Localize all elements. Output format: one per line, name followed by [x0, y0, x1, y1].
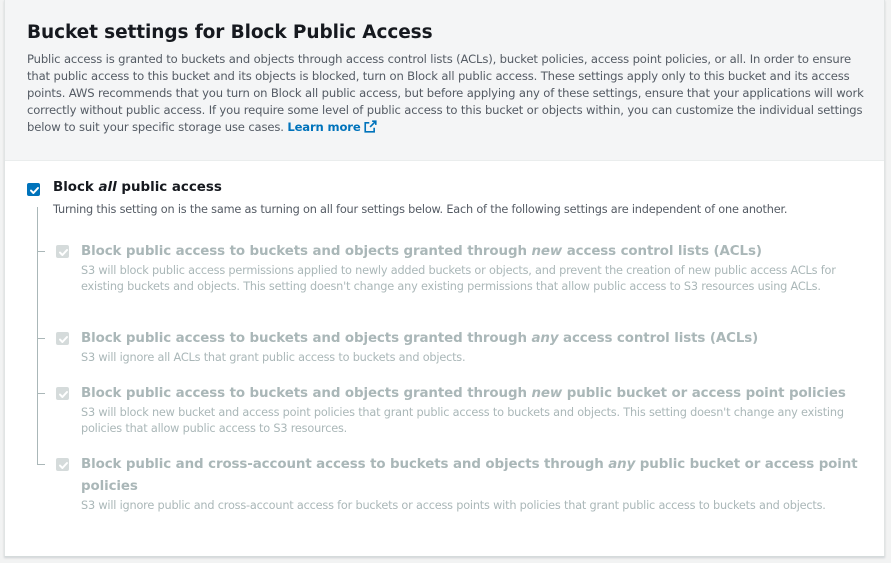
panel-description — [27, 51, 864, 136]
checkmark-icon — [58, 389, 69, 400]
learn-more-label: Learn more — [287, 120, 361, 134]
learn-more-link[interactable] — [287, 120, 376, 134]
panel-title: Bucket settings for Block Public Access — [27, 22, 433, 43]
panel-description-text: Public access is granted to buckets and objects through access control lists (ACLs), bucket policies, access point policies, or all. In order to ensure that public access to this bucket and its objects is blocked, turn on Block all public access. These settings apply only to this bucket and its access points. AWS recommends that you turn on Block all public access, but before applying any of these settings, ensure that your applications will work correctly without public access. If you require some level of public access to this bucket or objects within, you can customize the individual settings below to suit your specific storage use cases. — [27, 52, 864, 134]
block-all-label[interactable]: Block all public access — [53, 180, 222, 195]
tree-branch — [37, 251, 45, 252]
option-new-acls-title[interactable]: Block public access to buckets and objects granted through new access control lists (ACLs) — [81, 244, 762, 259]
option-new-policies-checkbox[interactable] — [56, 387, 69, 400]
option-any-policies-description: S3 will ignore public and cross-account access for buckets or access points with policies that grant public access to buckets and objects. — [81, 499, 826, 512]
option-any-policies-checkbox[interactable] — [56, 458, 69, 471]
option-new-policies-title[interactable]: Block public access to buckets and objects granted through new public bucket or access point policies — [81, 386, 846, 401]
block-all-description: Turning this setting on is the same as turning on all four settings below. Each of the following settings are independent of one another. — [53, 203, 788, 216]
settings-tree-line — [37, 207, 38, 464]
block-all-checkbox[interactable] — [27, 183, 40, 196]
checkmark-icon — [58, 460, 69, 471]
external-link-icon — [364, 120, 377, 133]
option-new-policies-description: S3 will block new bucket and access point policies that grant public access to buckets and objects. This setting doesn't change any existing policies that allow public access to S3 resources. — [81, 406, 844, 435]
option-new-acls-checkbox[interactable] — [56, 245, 69, 258]
option-any-policies-title[interactable]: Block public and cross-account access to buckets and objects through any public bucket or access point policies — [81, 457, 858, 494]
tree-branch — [37, 393, 45, 394]
option-any-acls-title[interactable]: Block public access to buckets and objects granted through any access control lists (ACLs) — [81, 331, 759, 346]
tree-branch — [37, 464, 45, 465]
checkmark-icon — [58, 334, 69, 345]
option-new-acls-description: S3 will block public access permissions applied to newly added buckets or objects, and prevent the creation of new public access ACLs for existing buckets and objects. This setting doesn't change any existing permissions that allow public access to S3 resources using ACLs. — [81, 264, 836, 293]
option-any-acls-description: S3 will ignore all ACLs that grant public access to buckets and objects. — [81, 351, 466, 364]
option-any-acls-checkbox[interactable] — [56, 332, 69, 345]
block-public-access-panel — [4, 0, 885, 557]
checkmark-icon — [29, 185, 40, 196]
checkmark-icon — [58, 247, 69, 258]
panel-header — [5, 0, 884, 161]
block-all-label-emphasis: all — [98, 180, 117, 195]
tree-branch — [37, 338, 45, 339]
